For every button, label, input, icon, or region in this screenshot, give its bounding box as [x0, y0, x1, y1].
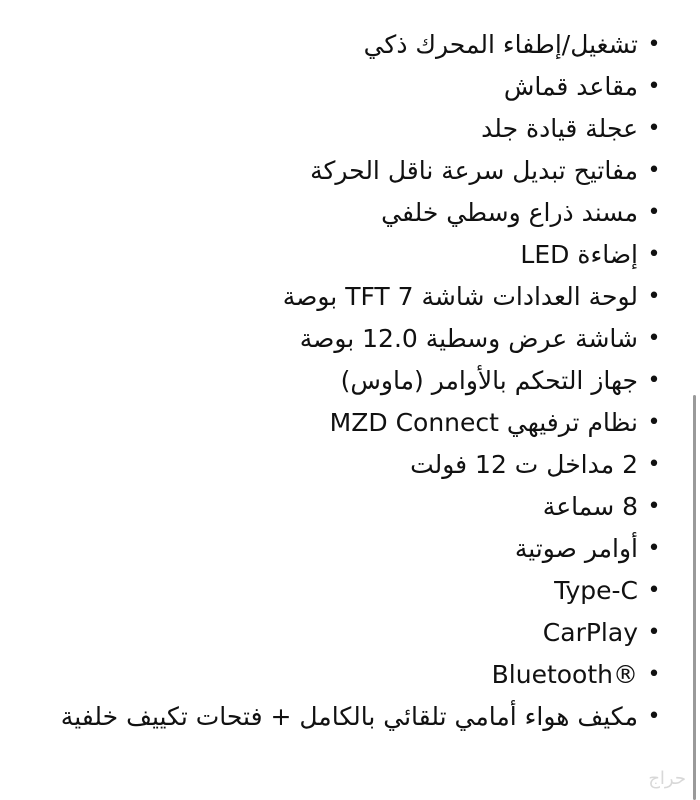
watermark-logo: حراج [648, 768, 686, 789]
list-item [24, 276, 664, 318]
list-item [24, 360, 664, 402]
bullet-icon: • [647, 662, 661, 687]
list-item [24, 444, 664, 486]
bullet-icon: • [647, 242, 661, 267]
scrollbar[interactable] [693, 395, 696, 800]
list-item [24, 486, 664, 528]
bullet-icon: • [647, 578, 661, 603]
list-item [24, 234, 664, 276]
list-item-text: مسند ذراع وسطي خلفي [381, 198, 638, 227]
bullet-icon: • [647, 410, 661, 435]
list-item [24, 402, 664, 444]
list-item-text: Type-C [554, 576, 638, 605]
list-item-text: مفاتيح تبديل سرعة ناقل الحركة [310, 156, 638, 185]
list-item-text: 8 سماعة [542, 492, 638, 521]
list-item-text: جهاز التحكم بالأوامر (ماوس) [340, 366, 638, 395]
list-item-text: مقاعد قماش [503, 72, 638, 101]
bullet-icon: • [647, 494, 661, 519]
bullet-icon: • [647, 368, 661, 393]
list-item [24, 150, 664, 192]
list-item-text: 2 مداخل ت 12 فولت [410, 450, 638, 479]
list-item [24, 318, 664, 360]
list-item [24, 528, 664, 570]
list-item [24, 24, 664, 66]
bullet-icon: • [647, 704, 661, 729]
list-item [24, 570, 664, 612]
list-item [24, 192, 664, 234]
bullet-icon: • [647, 452, 661, 477]
feature-list [24, 24, 664, 738]
list-item-text: نظام ترفيهي MZD Connect [329, 408, 638, 437]
bullet-icon: • [647, 620, 661, 645]
list-item-text: شاشة عرض وسطية 12.0 بوصة [299, 324, 638, 353]
list-item [24, 612, 664, 654]
bullet-icon: • [647, 536, 661, 561]
bullet-icon: • [647, 32, 661, 57]
list-item-text: تشغيل/إطفاء المحرك ذكي [363, 30, 638, 59]
list-item-text: لوحة العدادات شاشة TFT 7 بوصة [282, 282, 638, 311]
bullet-icon: • [647, 284, 661, 309]
bullet-icon: • [647, 200, 661, 225]
list-item [24, 654, 664, 696]
list-item-text: عجلة قيادة جلد [481, 114, 638, 143]
list-item-text: CarPlay [542, 618, 638, 647]
list-item-text: أوامر صوتية [514, 534, 638, 563]
list-item-text: Bluetooth® [491, 660, 638, 689]
list-item [24, 108, 664, 150]
list-item-text: إضاءة LED [520, 240, 638, 269]
list-item-text: مكيف هواء أمامي تلقائي بالكامل + فتحات تكييف خلفية [60, 702, 638, 731]
list-item [24, 66, 664, 108]
bullet-icon: • [647, 74, 661, 99]
bullet-icon: • [647, 158, 661, 183]
bullet-icon: • [647, 116, 661, 141]
list-item [24, 696, 664, 738]
bullet-icon: • [647, 326, 661, 351]
